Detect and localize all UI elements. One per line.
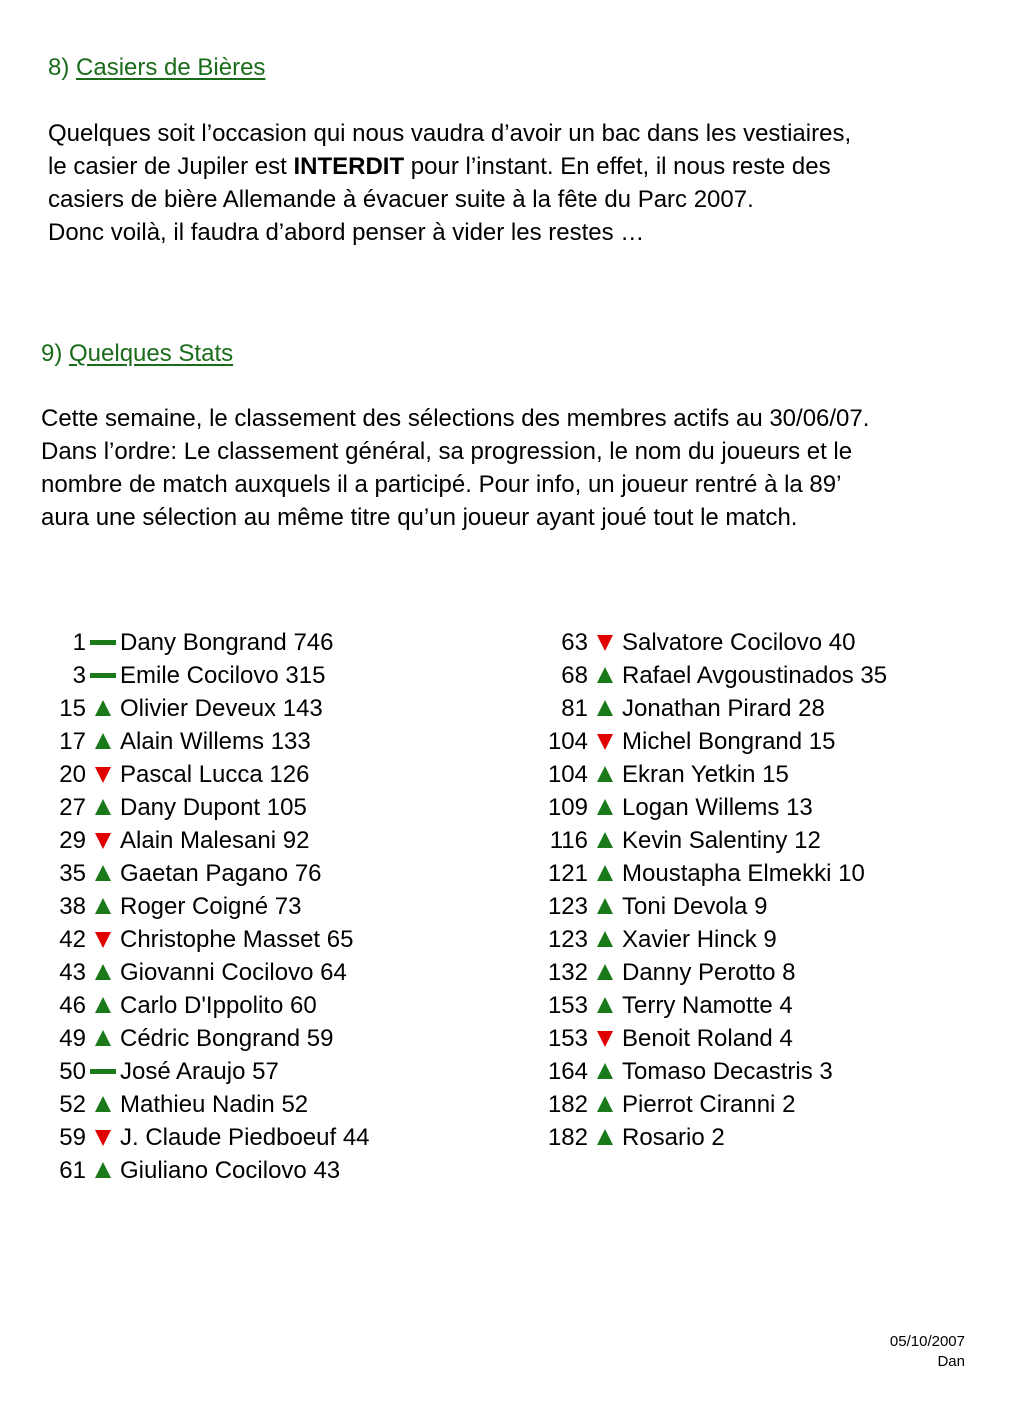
player-name: José Araujo — [120, 1058, 246, 1085]
stat-row — [530, 890, 887, 923]
match-count: 3 — [819, 1058, 833, 1085]
triangle-up-icon — [597, 799, 613, 815]
player-name: Rafael Avgoustinados — [622, 662, 854, 689]
stat-row — [530, 758, 887, 791]
match-count: 43 — [313, 1157, 341, 1184]
player-name: Christophe Masset — [120, 926, 321, 953]
stat-trend — [86, 692, 120, 725]
stat-row — [530, 956, 887, 989]
triangle-up-icon — [95, 700, 111, 716]
player-name: Olivier Deveux — [120, 695, 277, 722]
stat-row — [28, 692, 370, 725]
paragraph-line: nombre de match auxquels il a participé. Pour info, un joueur rentré à la 89’ — [41, 471, 842, 498]
player-name: Tomaso Decastris — [622, 1058, 813, 1085]
stat-trend — [588, 857, 622, 890]
stat-row — [28, 989, 370, 1022]
stat-row — [28, 659, 370, 692]
section-9-heading — [41, 339, 233, 369]
player-name: Toni Devola — [622, 893, 748, 920]
player-name: Rosario — [622, 1124, 705, 1151]
player-name: Pierrot Ciranni — [622, 1091, 776, 1118]
match-count: 2 — [711, 1124, 725, 1151]
stat-trend — [588, 824, 622, 857]
stat-row — [530, 659, 887, 692]
player-name: Roger Coigné — [120, 893, 269, 920]
triangle-up-icon — [95, 898, 111, 914]
paragraph-line: casiers de bière Allemande à évacuer suite à la fête du Parc 2007. — [48, 186, 754, 213]
stat-rank: 3 — [72, 662, 86, 689]
match-count: 76 — [294, 860, 322, 887]
stat-row — [28, 857, 370, 890]
paragraph-line: Dans l’ordre: Le classement général, sa progression, le nom du joueurs et le — [41, 438, 853, 465]
triangle-up-icon — [597, 832, 613, 848]
match-count: 10 — [838, 860, 865, 887]
player-name: J. Claude Piedboeuf — [120, 1124, 337, 1151]
interdit-emphasis: INTERDIT — [293, 153, 405, 180]
stat-rank: 164 — [547, 1058, 588, 1085]
triangle-up-icon — [597, 1063, 613, 1079]
stat-trend — [588, 758, 622, 791]
stat-trend — [86, 956, 120, 989]
stat-rank: 29 — [59, 827, 86, 854]
match-count: 44 — [342, 1124, 370, 1151]
stat-row — [28, 1022, 370, 1055]
match-count: 92 — [282, 827, 310, 854]
match-count: 12 — [794, 827, 821, 854]
stat-row — [530, 626, 887, 659]
stat-row — [530, 1088, 887, 1121]
match-count: 315 — [285, 662, 326, 689]
match-count: 105 — [266, 794, 307, 821]
stat-rank: 109 — [547, 794, 588, 821]
stat-rank: 27 — [59, 794, 86, 821]
triangle-up-icon — [597, 997, 613, 1013]
match-count: 4 — [779, 992, 793, 1019]
triangle-up-icon — [95, 997, 111, 1013]
stat-rank: 68 — [561, 662, 588, 689]
stat-rank: 50 — [59, 1058, 86, 1085]
stat-trend — [86, 626, 120, 659]
stat-rank: 17 — [59, 728, 86, 755]
player-name: Terry Namotte — [622, 992, 773, 1019]
player-name: Cédric Bongrand — [120, 1025, 301, 1052]
stat-trend — [588, 659, 622, 692]
stat-row — [28, 725, 370, 758]
stat-rank: 38 — [59, 893, 86, 920]
match-count: 57 — [252, 1058, 279, 1085]
match-count: 126 — [269, 761, 310, 788]
match-count: 40 — [828, 629, 856, 656]
match-count: 4 — [779, 1025, 793, 1052]
player-name: Moustapha Elmekki — [622, 860, 832, 887]
player-name: Michel Bongrand — [622, 728, 803, 755]
stats-list-left — [28, 626, 370, 1187]
player-name: Dany Dupont — [120, 794, 261, 821]
stats-list-right — [530, 626, 887, 1154]
stat-trend — [86, 890, 120, 923]
stat-row — [530, 1121, 887, 1154]
player-name: Kevin Salentiny — [622, 827, 788, 854]
stat-trend — [86, 1121, 120, 1154]
player-name: Pascal Lucca — [120, 761, 263, 788]
stat-trend — [588, 725, 622, 758]
stat-rank: 182 — [547, 1124, 588, 1151]
stat-row — [530, 923, 887, 956]
triangle-down-icon — [95, 932, 111, 948]
footer-author: Dan — [937, 1353, 965, 1370]
match-count: 9 — [763, 926, 777, 953]
stat-trend — [588, 1055, 622, 1088]
player-name: Carlo D'Ippolito — [120, 992, 284, 1019]
match-count: 60 — [290, 992, 317, 1019]
stat-row — [28, 1154, 370, 1187]
paragraph-line: Donc voilà, il faudra d’abord penser à vider les restes … — [48, 219, 645, 246]
stat-trend — [588, 1022, 622, 1055]
player-name: Danny Perotto — [622, 959, 776, 986]
paragraph-line: Cette semaine, le classement des sélections des membres actifs au 30/06/07. — [41, 405, 870, 432]
stat-row — [530, 725, 887, 758]
stat-trend — [588, 626, 622, 659]
player-name: Giuliano Cocilovo — [120, 1157, 307, 1184]
match-count: 9 — [754, 893, 768, 920]
section-8-title: Casiers de Bières — [76, 54, 266, 81]
stat-rank: 182 — [547, 1091, 588, 1118]
match-count: 15 — [808, 728, 836, 755]
stat-trend — [86, 1088, 120, 1121]
player-name: Salvatore Cocilovo — [622, 629, 823, 656]
stat-rank: 43 — [59, 959, 86, 986]
stat-trend — [588, 791, 622, 824]
stat-trend — [86, 758, 120, 791]
stat-rank: 153 — [547, 992, 588, 1019]
stat-row — [28, 923, 370, 956]
match-count: 133 — [270, 728, 311, 755]
stat-rank: 104 — [547, 728, 588, 755]
stat-row — [530, 692, 887, 725]
triangle-up-icon — [95, 964, 111, 980]
player-name: Jonathan Pirard — [622, 695, 792, 722]
player-name: Giovanni Cocilovo — [120, 959, 314, 986]
stat-trend — [588, 923, 622, 956]
match-count: 15 — [762, 761, 789, 788]
section-8-heading — [48, 53, 265, 83]
stat-trend — [588, 956, 622, 989]
triangle-up-icon — [597, 1129, 613, 1145]
stat-trend — [86, 1055, 120, 1088]
stat-trend — [86, 725, 120, 758]
triangle-up-icon — [95, 1030, 111, 1046]
stat-rank: 104 — [547, 761, 588, 788]
dash-icon — [90, 640, 116, 645]
triangle-up-icon — [95, 733, 111, 749]
stat-rank: 132 — [547, 959, 588, 986]
triangle-up-icon — [597, 700, 613, 716]
player-name: Xavier Hinck — [622, 926, 757, 953]
stat-trend — [588, 890, 622, 923]
stat-rank: 52 — [59, 1091, 86, 1118]
stat-row — [28, 1121, 370, 1154]
stat-row — [530, 791, 887, 824]
paragraph-line: aura une sélection au même titre qu’un joueur ayant joué tout le match. — [41, 504, 798, 531]
section-9-number: 9) — [41, 340, 63, 367]
stat-row — [28, 956, 370, 989]
player-name: Alain Willems — [120, 728, 265, 755]
triangle-up-icon — [597, 766, 613, 782]
match-count: 143 — [282, 695, 323, 722]
match-count: 28 — [798, 695, 825, 722]
match-count: 35 — [860, 662, 888, 689]
stat-rank: 61 — [59, 1157, 86, 1184]
stat-rank: 42 — [59, 926, 86, 953]
stat-trend — [86, 659, 120, 692]
stat-rank: 123 — [547, 926, 588, 953]
triangle-up-icon — [597, 667, 613, 683]
stat-row — [28, 890, 370, 923]
triangle-down-icon — [95, 833, 111, 849]
triangle-down-icon — [597, 1031, 613, 1047]
stat-trend — [86, 791, 120, 824]
stat-rank: 153 — [547, 1025, 588, 1052]
section-9-paragraph — [41, 402, 869, 534]
stat-trend — [86, 1022, 120, 1055]
match-count: 59 — [306, 1025, 334, 1052]
player-name: Emile Cocilovo — [120, 662, 279, 689]
stat-row — [28, 1088, 370, 1121]
stat-rank: 63 — [561, 629, 588, 656]
section-8-number: 8) — [48, 54, 70, 81]
footer-date: 05/10/2007 — [889, 1333, 965, 1350]
triangle-up-icon — [95, 865, 111, 881]
triangle-up-icon — [597, 1096, 613, 1112]
dash-icon — [90, 673, 116, 678]
triangle-up-icon — [597, 865, 613, 881]
stat-rank: 123 — [547, 893, 588, 920]
triangle-up-icon — [597, 898, 613, 914]
stat-row — [530, 1022, 887, 1055]
paragraph-line: le casier de Jupiler est INTERDIT pour l’instant. En effet, il nous reste des — [48, 153, 831, 180]
paragraph-line: Quelques soit l’occasion qui nous vaudra d’avoir un bac dans les vestiaires, — [48, 120, 852, 147]
triangle-up-icon — [95, 1162, 111, 1178]
stat-trend — [86, 1154, 120, 1187]
stat-rank: 46 — [59, 992, 86, 1019]
stat-trend — [86, 824, 120, 857]
stat-trend — [86, 857, 120, 890]
match-count: 13 — [786, 794, 813, 821]
stat-trend — [588, 989, 622, 1022]
stat-rank: 121 — [547, 860, 588, 887]
stat-row — [28, 1055, 370, 1088]
match-count: 65 — [326, 926, 354, 953]
stat-row — [530, 989, 887, 1022]
stat-rank: 1 — [72, 629, 86, 656]
stat-rank: 49 — [59, 1025, 86, 1052]
stat-row — [28, 791, 370, 824]
stat-trend — [86, 989, 120, 1022]
player-name: Ekran Yetkin — [622, 761, 756, 788]
stat-rank: 15 — [59, 695, 86, 722]
player-name: Gaetan Pagano — [120, 860, 289, 887]
match-count: 64 — [320, 959, 347, 986]
player-name: Dany Bongrand — [120, 629, 287, 656]
match-count: 73 — [274, 893, 302, 920]
section-9-title: Quelques Stats — [69, 340, 234, 367]
stat-trend — [588, 692, 622, 725]
player-name: Logan Willems — [622, 794, 780, 821]
stat-rank: 81 — [561, 695, 588, 722]
stat-row — [28, 758, 370, 791]
dash-icon — [90, 1069, 116, 1074]
triangle-down-icon — [95, 767, 111, 783]
match-count: 2 — [782, 1091, 796, 1118]
triangle-down-icon — [597, 635, 613, 651]
player-name: Alain Malesani — [120, 827, 277, 854]
stat-trend — [588, 1088, 622, 1121]
triangle-up-icon — [597, 964, 613, 980]
match-count: 8 — [782, 959, 796, 986]
section-8-paragraph — [48, 117, 851, 249]
stat-trend — [86, 923, 120, 956]
stat-row — [530, 857, 887, 890]
stat-row — [530, 824, 887, 857]
stat-rank: 59 — [59, 1124, 86, 1151]
stat-trend — [588, 1121, 622, 1154]
match-count: 52 — [281, 1091, 309, 1118]
triangle-up-icon — [95, 1096, 111, 1112]
triangle-up-icon — [597, 931, 613, 947]
stat-row — [28, 824, 370, 857]
match-count: 746 — [293, 629, 334, 656]
player-name: Benoit Roland — [622, 1025, 773, 1052]
player-name: Mathieu Nadin — [120, 1091, 275, 1118]
triangle-down-icon — [597, 734, 613, 750]
stat-row — [28, 626, 370, 659]
stat-rank: 116 — [549, 827, 588, 854]
stat-row — [530, 1055, 887, 1088]
stat-rank: 20 — [59, 761, 86, 788]
triangle-up-icon — [95, 799, 111, 815]
triangle-down-icon — [95, 1130, 111, 1146]
footer — [890, 1332, 965, 1372]
stat-rank: 35 — [59, 860, 86, 887]
